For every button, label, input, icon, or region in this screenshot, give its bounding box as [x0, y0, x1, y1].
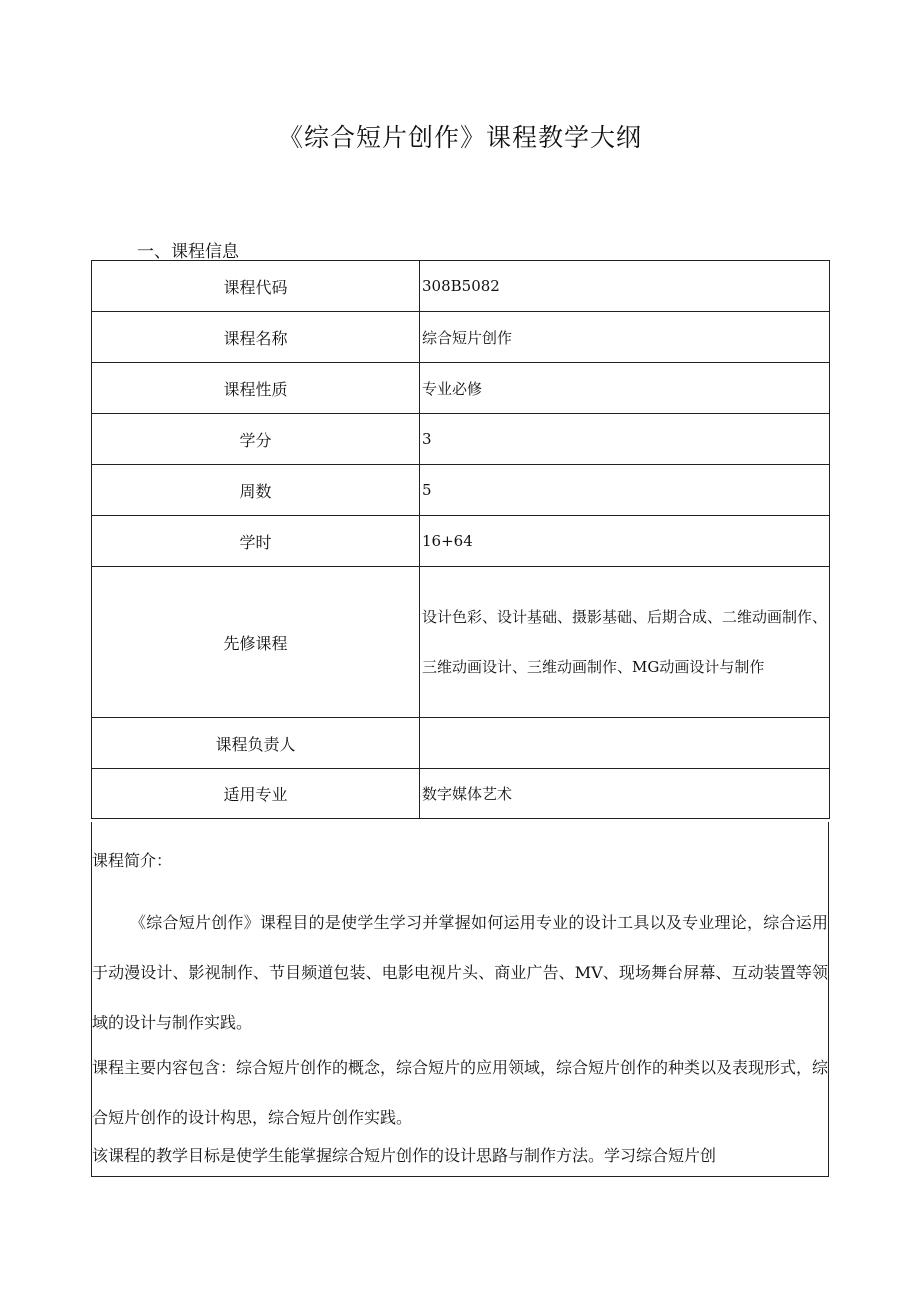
row-value-hours: 16+64: [420, 516, 830, 567]
row-value-course-type: 专业必修: [420, 363, 830, 414]
table-row: [92, 718, 830, 769]
document-title: 《综合短片创作》课程教学大纲: [277, 123, 642, 152]
row-value-credits: 3: [420, 414, 830, 465]
row-value-major: 数字媒体艺术: [420, 769, 830, 819]
intro-paragraph: 《综合短片创作》课程目的是使学生学习并掌握如何运用专业的设计工具以及专业理论，综合运用于动漫设计、影视制作、节目频道包装、电影电视片头、商业广告、MV、现场舞台屏幕、互动装置等领域的设计与制作实践。: [92, 913, 828, 1032]
row-value-prerequisites: 设计色彩、设计基础、摄影基础、后期合成、二维动画制作、三维动画设计、三维动画制作、MG动画设计与制作: [420, 567, 830, 718]
row-value-course-lead: [420, 718, 830, 769]
row-label-credits: 学分: [92, 414, 420, 465]
row-label-course-type: 课程性质: [92, 363, 420, 414]
row-value-course-name: 综合短片创作: [420, 312, 830, 363]
objective-paragraph: 该课程的教学目标是使学生能掌握综合短片创作的设计思路与制作方法。学习综合短片创: [92, 1146, 717, 1165]
content-paragraph: 课程主要内容包含：综合短片创作的概念，综合短片的应用领域，综合短片创作的种类以及表现形式，综合短片创作的设计构思，综合短片创作实践。: [92, 1058, 829, 1127]
course-info-table: [91, 260, 830, 819]
row-label-hours: 学时: [92, 516, 420, 567]
table-row: [92, 261, 830, 312]
table-row: [92, 363, 830, 414]
row-label-weeks: 周数: [92, 465, 420, 516]
table-row: [92, 567, 830, 718]
row-label-course-lead: 课程负责人: [92, 718, 420, 769]
intro-label: 课程简介：: [92, 851, 173, 870]
row-value-weeks: 5: [420, 465, 830, 516]
row-label-course-code: 课程代码: [92, 261, 420, 312]
row-label-prerequisites: 先修课程: [92, 567, 420, 718]
row-label-major: 适用专业: [92, 769, 420, 819]
section-heading: 一、课程信息: [137, 242, 239, 262]
row-value-course-code: 308B5082: [420, 261, 830, 312]
table-row: [92, 414, 830, 465]
row-label-course-name: 课程名称: [92, 312, 420, 363]
table-row: [92, 769, 830, 819]
course-intro-box: [91, 822, 829, 1177]
table-row: [92, 312, 830, 363]
table-row: [92, 516, 830, 567]
table-row: [92, 465, 830, 516]
